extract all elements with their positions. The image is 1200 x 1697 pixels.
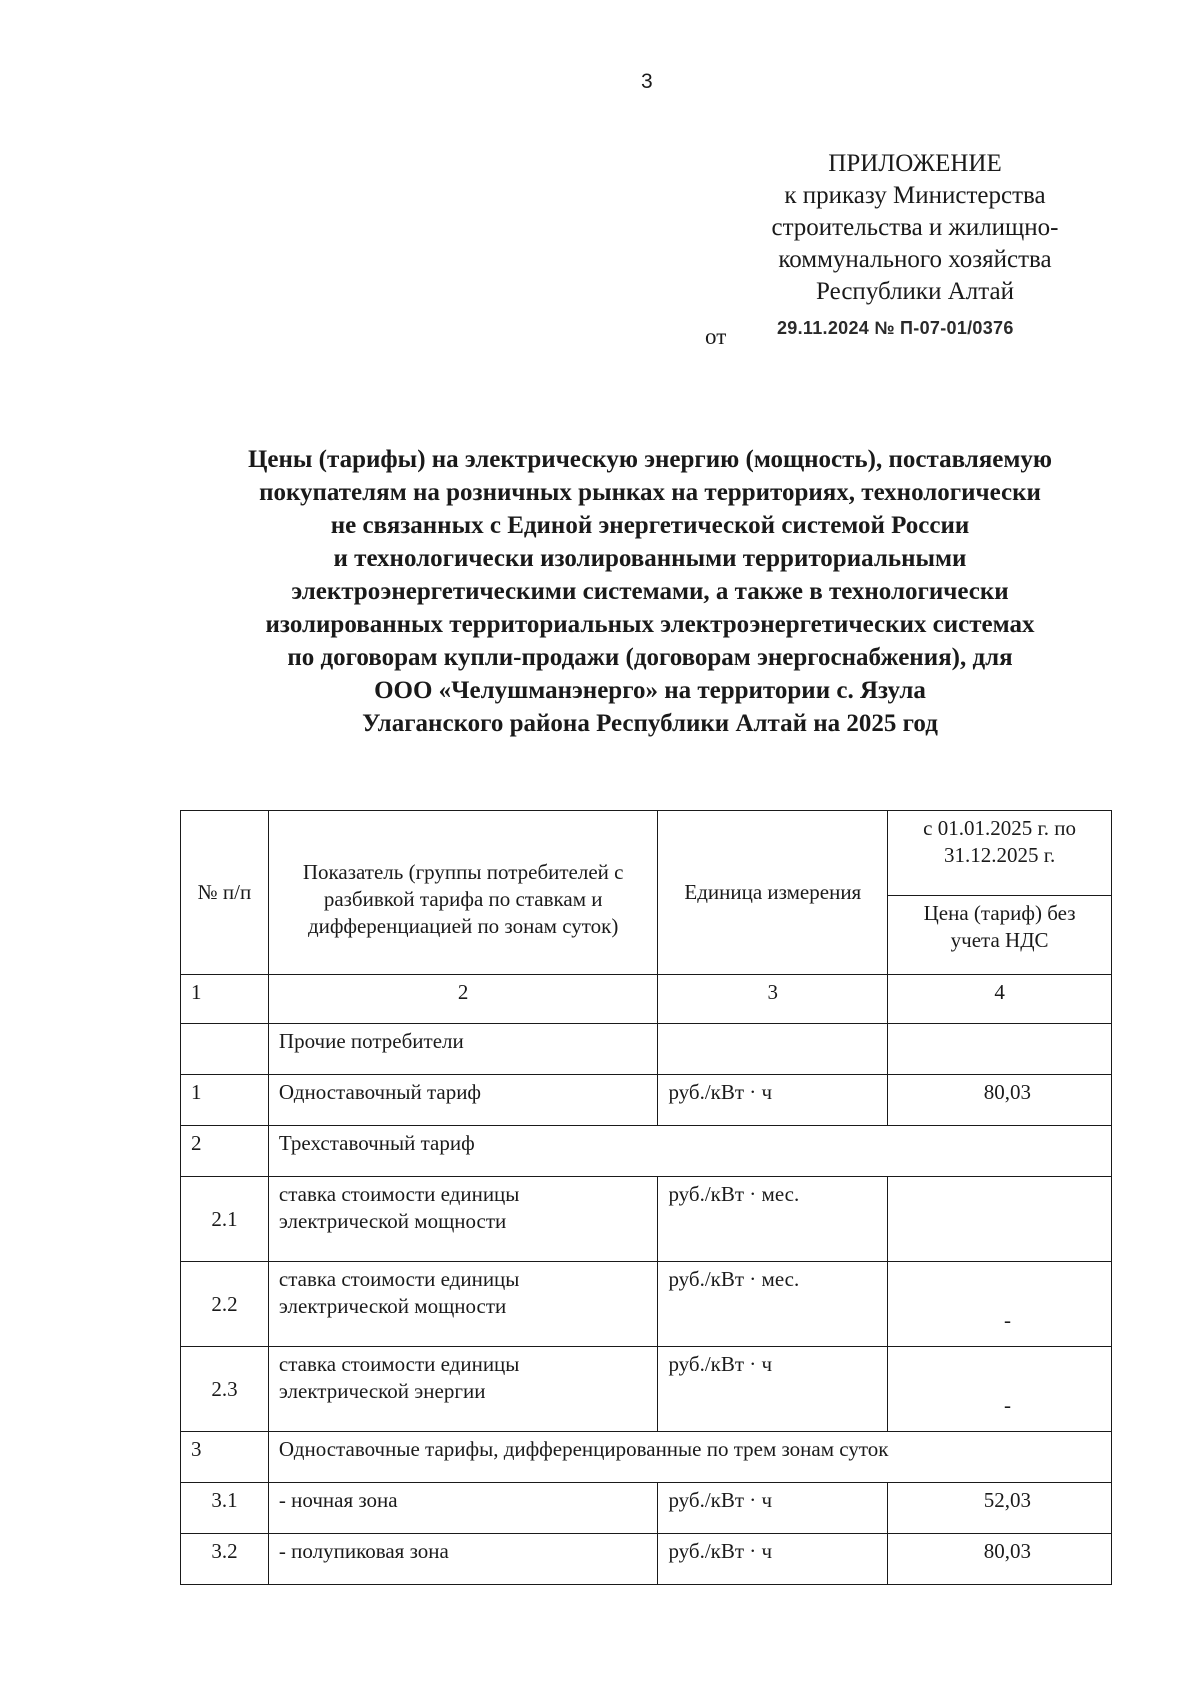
header-indicator: Показатель (группы потребителей с разбивкой тарифа по ставкам и дифференциацией по зонам суток)	[268, 811, 658, 975]
row-unit: руб./кВт · ч	[658, 1483, 888, 1534]
page-number: 3	[641, 70, 653, 93]
row-number: 2	[181, 1126, 269, 1177]
row-unit: руб./кВт · мес.	[658, 1177, 888, 1262]
column-number: 3	[658, 975, 888, 1024]
annex-line: строительства и жилищно-	[771, 214, 1059, 241]
column-numbering-row	[181, 975, 1112, 1024]
annex-date-number: 29.11.2024 № П-07-01/0376	[777, 318, 1014, 338]
header-unit: Единица измерения	[658, 811, 888, 975]
annex-title: ПРИЛОЖЕНИЕ	[828, 150, 1002, 177]
table-row	[181, 1024, 1112, 1075]
title-line: покупателям на розничных рынках на территориях, технологически	[259, 479, 1041, 506]
row-indicator: Одноставочный тариф	[268, 1075, 658, 1126]
table-row	[181, 1534, 1112, 1585]
header-number: № п/п	[181, 811, 269, 975]
column-number: 4	[888, 975, 1112, 1024]
row-number: 3.2	[181, 1534, 269, 1585]
header-price: Цена (тариф) без учета НДС	[888, 896, 1112, 975]
row-value	[888, 1177, 1112, 1262]
row-number: 3	[181, 1432, 269, 1483]
table-row	[181, 1075, 1112, 1126]
row-indicator: ставка стоимости единицы электрической энергии	[268, 1347, 658, 1432]
row-unit: руб./кВт · ч	[658, 1534, 888, 1585]
annex-line: коммунального хозяйства	[778, 246, 1052, 273]
row-value: -	[888, 1347, 1112, 1432]
title-line: ООО «Челушманэнерго» на территории с. Язула	[374, 677, 926, 704]
empty-cell	[888, 1024, 1112, 1075]
row-value: 80,03	[888, 1534, 1112, 1585]
table-row	[181, 1432, 1112, 1483]
document-title	[160, 443, 1140, 740]
table-header-row	[181, 811, 1112, 896]
row-number: 2.2	[181, 1262, 269, 1347]
group-label: Прочие потребители	[268, 1024, 658, 1075]
row-indicator: Одноставочные тарифы, дифференцированные по трем зонам суток	[268, 1432, 1111, 1483]
annex-line: Республики Алтай	[816, 278, 1014, 305]
row-value: -	[888, 1262, 1112, 1347]
column-number: 2	[268, 975, 658, 1024]
row-number: 1	[181, 1075, 269, 1126]
row-unit: руб./кВт · ч	[658, 1347, 888, 1432]
row-unit: руб./кВт · ч	[658, 1075, 888, 1126]
table-row	[181, 1126, 1112, 1177]
title-line: Улаганского района Республики Алтай на 2025 год	[362, 710, 938, 737]
table-row	[181, 1347, 1112, 1432]
column-number: 1	[181, 975, 269, 1024]
row-indicator: - ночная зона	[268, 1483, 658, 1534]
title-line: электроэнергетическими системами, а также в технологически	[291, 578, 1009, 605]
table-row	[181, 1262, 1112, 1347]
row-indicator: - полупиковая зона	[268, 1534, 658, 1585]
row-value: 80,03	[888, 1075, 1112, 1126]
empty-cell	[181, 1024, 269, 1075]
annex-block	[740, 148, 1090, 308]
row-number: 3.1	[181, 1483, 269, 1534]
row-indicator: Трехставочный тариф	[268, 1126, 1111, 1177]
header-period: с 01.01.2025 г. по 31.12.2025 г.	[888, 811, 1112, 896]
title-line: не связанных с Единой энергетической системой России	[330, 512, 970, 539]
empty-cell	[658, 1024, 888, 1075]
annex-date-prefix: от	[705, 324, 727, 349]
annex-line: к приказу Министерства	[784, 182, 1046, 209]
table-row	[181, 1177, 1112, 1262]
title-line: по договорам купли-продажи (договорам энергоснабжения), для	[287, 644, 1013, 671]
row-number: 2.3	[181, 1347, 269, 1432]
row-unit: руб./кВт · мес.	[658, 1262, 888, 1347]
title-line: и технологически изолированными территориальными	[333, 545, 967, 572]
row-number: 2.1	[181, 1177, 269, 1262]
title-line: Цены (тарифы) на электрическую энергию (мощность), поставляемую	[247, 446, 1053, 473]
table-row	[181, 1483, 1112, 1534]
row-value: 52,03	[888, 1483, 1112, 1534]
tariff-table	[180, 810, 1112, 1585]
row-indicator: ставка стоимости единицы электрической мощности	[268, 1262, 658, 1347]
row-indicator: ставка стоимости единицы электрической мощности	[268, 1177, 658, 1262]
title-line: изолированных территориальных электроэнергетических системах	[265, 611, 1035, 638]
